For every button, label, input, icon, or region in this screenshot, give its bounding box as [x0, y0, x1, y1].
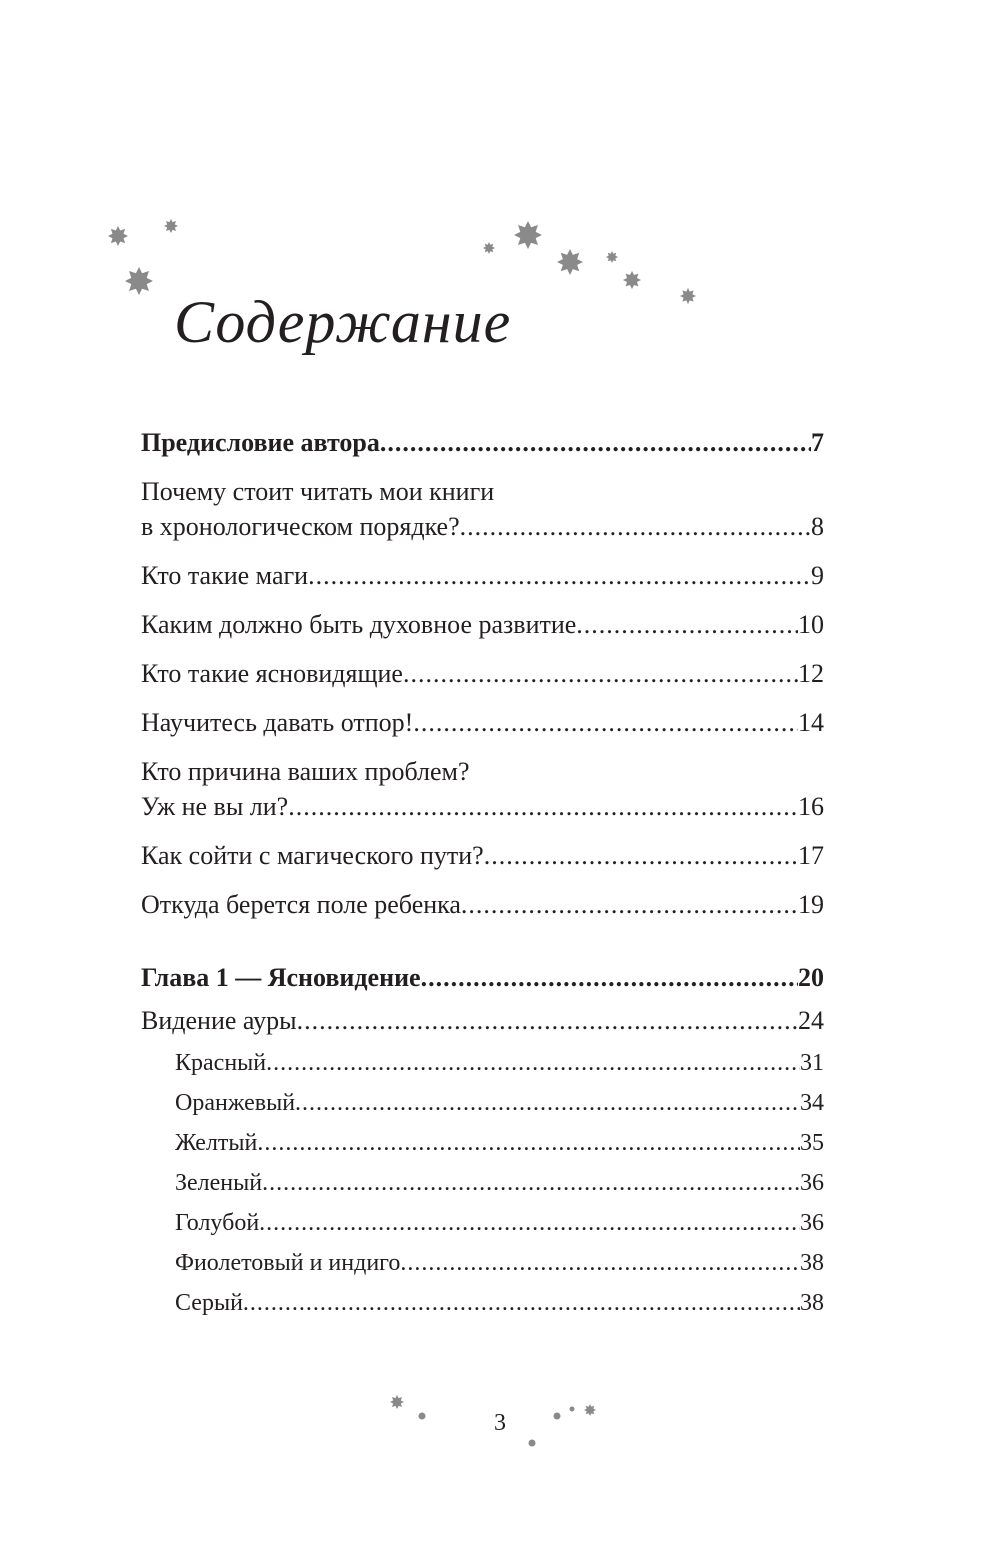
toc-entry-label-cont: Уж не вы ли?: [141, 792, 289, 821]
page-title: Содержание: [174, 289, 512, 355]
toc-entry-page: 36: [800, 1210, 824, 1236]
page-number: 3: [494, 1410, 506, 1436]
toc-entry[interactable]: [141, 558, 824, 593]
toc-entry-page: 31: [800, 1050, 824, 1076]
star-icon: [623, 271, 641, 289]
toc-dot-leader: [380, 425, 811, 460]
toc-dot-leader: [266, 1046, 800, 1080]
toc-entry-label: Почему стоит читать мои книги: [141, 477, 495, 506]
toc-entry-page: 19: [798, 890, 824, 919]
toc-entry-page: 10: [798, 610, 824, 639]
toc-entry-label: Видение ауры: [141, 1006, 297, 1035]
toc-subentry[interactable]: [141, 1286, 824, 1320]
toc-entry-page: 8: [811, 512, 824, 541]
toc-entry[interactable]: [141, 607, 824, 642]
toc-dot-leader: [460, 509, 811, 544]
toc-dot-leader: [259, 1206, 800, 1240]
toc-subentry[interactable]: [141, 1246, 824, 1280]
toc-entry-label: Научитесь давать отпор!: [141, 708, 414, 737]
toc-entry[interactable]: [141, 474, 824, 544]
toc-entry-label: Откуда берется поле ребенка: [141, 890, 461, 919]
toc-entry-label: Красный: [175, 1050, 267, 1076]
toc-dot-leader: [484, 838, 798, 873]
toc-dot-leader: [288, 789, 798, 824]
toc-entry-page: 38: [800, 1250, 824, 1276]
star-icon: [606, 251, 618, 263]
toc-chapter-1-section: [141, 960, 824, 1320]
toc-subentry[interactable]: [141, 1046, 824, 1080]
toc-dot-leader: [576, 607, 798, 642]
toc-entry-label: Кто такие маги: [141, 561, 309, 590]
toc-entry-label: Голубой: [175, 1210, 260, 1236]
toc-entry-page: 9: [811, 561, 824, 590]
star-icon: [164, 219, 178, 233]
toc-entry-page: 17: [798, 841, 824, 870]
toc-dot-leader: [461, 887, 798, 922]
toc-entry-page: 14: [798, 708, 824, 737]
toc-entry-preface[interactable]: [141, 425, 824, 460]
toc-entry[interactable]: [141, 1003, 824, 1038]
toc-dot-leader: [403, 656, 798, 691]
toc-dot-leader: [400, 1246, 800, 1280]
toc-entry-label: Предисловие автора: [141, 428, 380, 457]
star-icon: [483, 242, 495, 254]
toc-entry-label: Желтый: [175, 1130, 258, 1156]
toc-subentry[interactable]: [141, 1086, 824, 1120]
toc-entry-page: 34: [800, 1090, 824, 1116]
toc-entry-label-cont: в хронологическом порядке?: [141, 512, 460, 541]
toc-dot-leader: [413, 705, 798, 740]
toc-entry[interactable]: [141, 656, 824, 691]
toc-entry-page: 36: [800, 1170, 824, 1196]
toc-entry[interactable]: [141, 754, 824, 824]
toc-dot-leader: [262, 1166, 800, 1200]
toc-entry[interactable]: [141, 887, 824, 922]
toc-entry-page: 12: [798, 659, 824, 688]
star-icon: [108, 226, 128, 246]
star-icon: [125, 267, 153, 295]
toc-preface-section: [141, 425, 824, 922]
toc-dot-leader: [295, 1086, 800, 1120]
toc-entry-page: 35: [800, 1130, 824, 1156]
toc-entry-label: Кто причина ваших проблем?: [141, 757, 470, 786]
star-icon: [514, 221, 542, 249]
toc-entry-page: 24: [798, 1006, 824, 1035]
toc-entry-label: Серый: [175, 1290, 243, 1316]
toc-dot-leader: [421, 960, 798, 995]
toc-dot-leader: [308, 558, 811, 593]
toc-entry-label: Оранжевый: [175, 1090, 296, 1116]
toc-entry-label: Каким должно быть духовное развитие: [141, 610, 577, 639]
toc-entry-page: 38: [800, 1290, 824, 1316]
toc-entry[interactable]: [141, 705, 824, 740]
toc-entry-label: Фиолетовый и индиго: [175, 1250, 401, 1276]
toc-entry-page: 20: [798, 963, 824, 992]
toc-entry-page: 7: [811, 428, 824, 457]
toc-subentry[interactable]: [141, 1126, 824, 1160]
dot-icon: [529, 1440, 536, 1447]
toc-dot-leader: [297, 1003, 798, 1038]
toc-dot-leader: [243, 1286, 800, 1320]
toc-entry[interactable]: [141, 838, 824, 873]
star-icon: [680, 288, 696, 304]
star-icon: [557, 249, 583, 275]
toc-entry-page: 16: [798, 792, 824, 821]
toc-entry-label: Как сойти с магического пути?: [141, 841, 484, 870]
toc-entry-label: Зеленый: [175, 1170, 263, 1196]
toc-entry-chapter-1[interactable]: [141, 960, 824, 995]
toc-subentry[interactable]: [141, 1206, 824, 1240]
toc-dot-leader: [257, 1126, 800, 1160]
toc-subentry[interactable]: [141, 1166, 824, 1200]
toc-entry-label: Глава 1 — Ясновидение: [141, 963, 421, 992]
toc-entry-label: Кто такие ясновидящие: [141, 659, 403, 688]
